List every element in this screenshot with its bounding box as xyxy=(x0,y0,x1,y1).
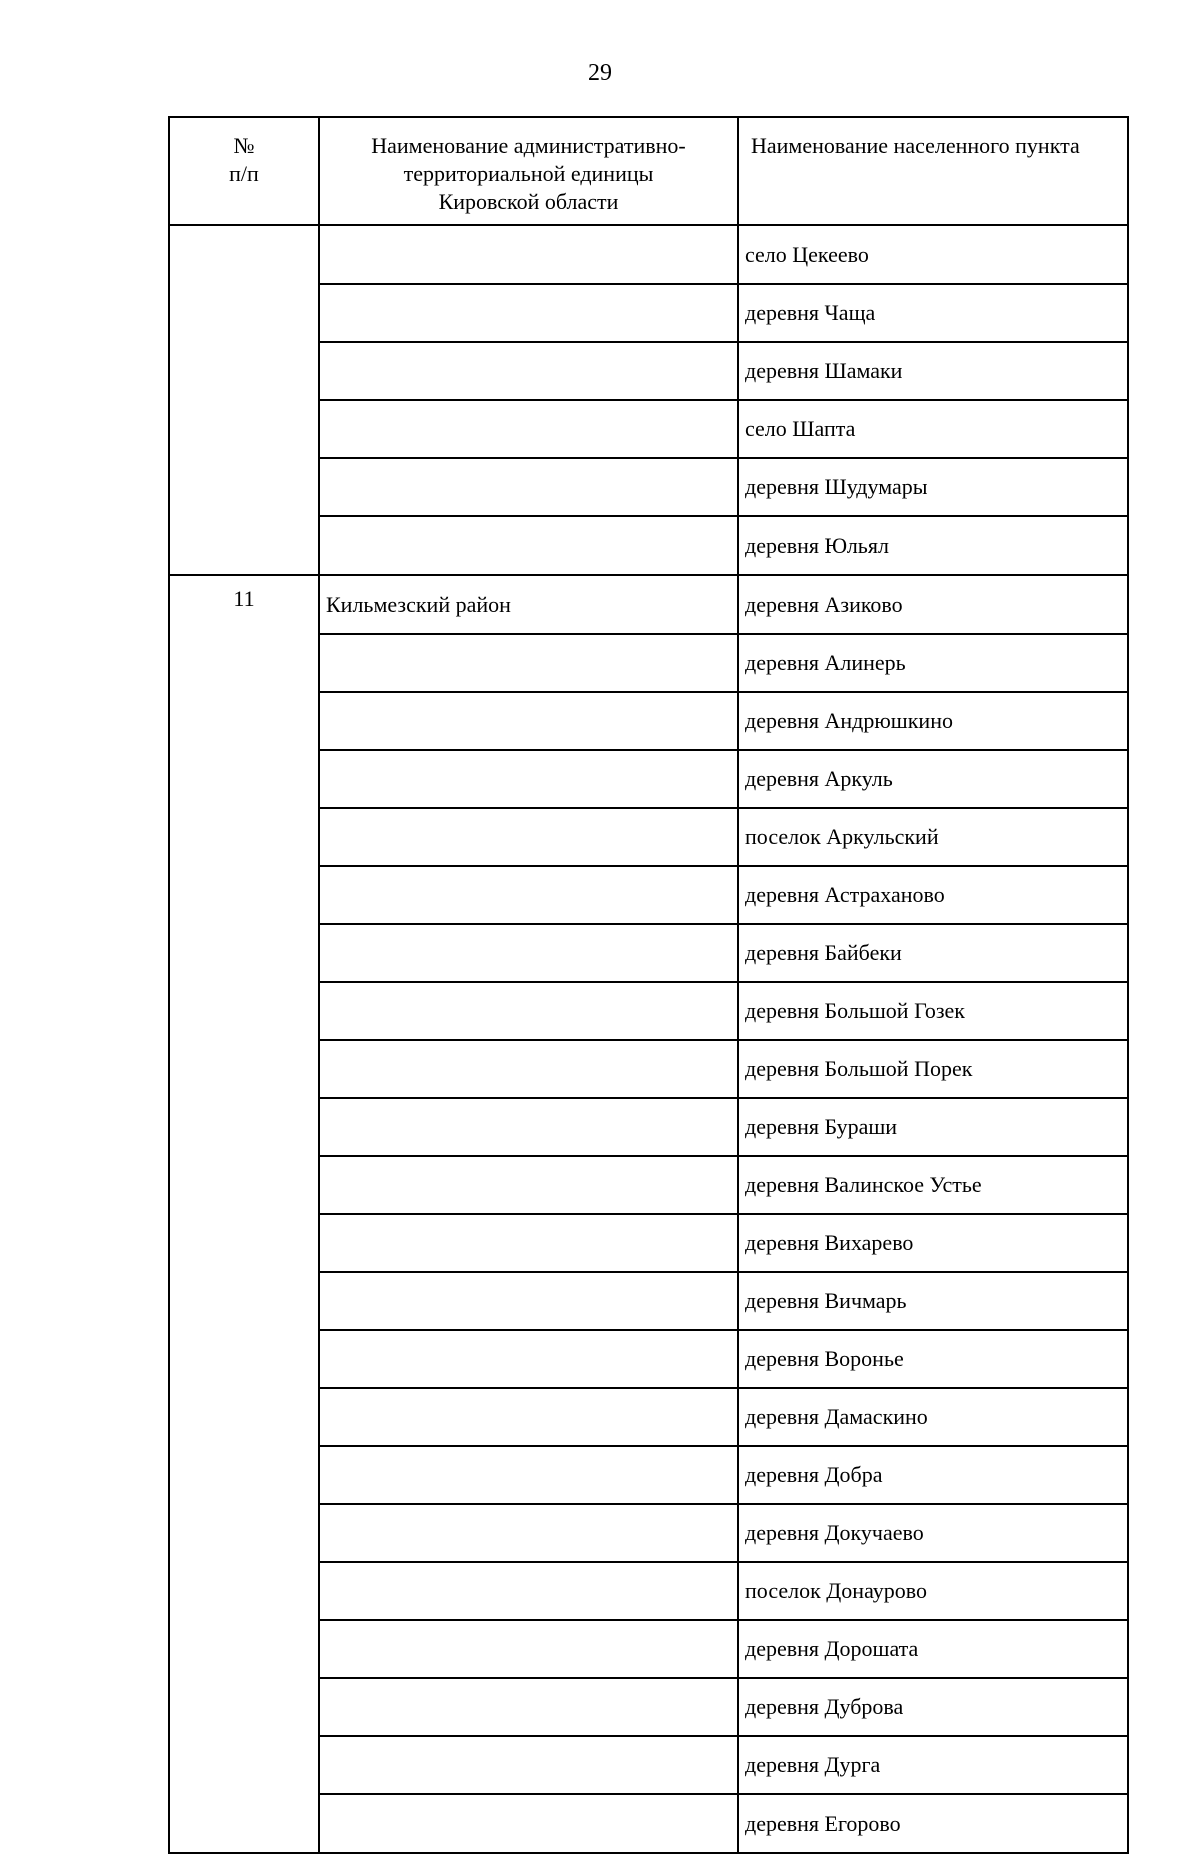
header-settlement: Наименование населенного пункта xyxy=(738,117,1128,225)
header-number xyxy=(169,117,319,225)
header-admin-unit-line1: Наименование административно- xyxy=(371,133,686,158)
table-row xyxy=(169,634,1128,692)
settlement-cell: деревня Алинерь xyxy=(738,634,1128,692)
table-row xyxy=(169,1562,1128,1620)
admin-unit-cell xyxy=(319,924,738,982)
settlement-cell: деревня Докучаево xyxy=(738,1504,1128,1562)
row-number-cell xyxy=(169,1620,319,1678)
table-row xyxy=(169,1678,1128,1736)
row-number-cell xyxy=(169,1214,319,1272)
row-number-cell xyxy=(169,225,319,284)
table-row xyxy=(169,750,1128,808)
row-number-cell xyxy=(169,1794,319,1853)
table-row xyxy=(169,1156,1128,1214)
settlement-cell: деревня Шудумары xyxy=(738,458,1128,516)
table-row xyxy=(169,692,1128,750)
settlement-cell: деревня Азиково xyxy=(738,575,1128,634)
row-number-cell xyxy=(169,342,319,400)
table-row xyxy=(169,458,1128,516)
row-number-cell xyxy=(169,1330,319,1388)
admin-unit-cell xyxy=(319,1214,738,1272)
table-row xyxy=(169,1736,1128,1794)
admin-unit-cell xyxy=(319,1272,738,1330)
settlement-cell: деревня Дамаскино xyxy=(738,1388,1128,1446)
table-body xyxy=(169,225,1128,1853)
settlement-cell: деревня Андрюшкино xyxy=(738,692,1128,750)
admin-unit-cell xyxy=(319,342,738,400)
table-row xyxy=(169,516,1128,575)
admin-unit-cell xyxy=(319,1330,738,1388)
table-row xyxy=(169,575,1128,634)
table-row xyxy=(169,1794,1128,1853)
settlement-cell: поселок Аркульский xyxy=(738,808,1128,866)
row-number-cell xyxy=(169,400,319,458)
settlement-cell: деревня Егорово xyxy=(738,1794,1128,1853)
row-number-cell xyxy=(169,458,319,516)
table-row xyxy=(169,866,1128,924)
admin-unit-cell: Кильмезский район xyxy=(319,575,738,634)
table-row xyxy=(169,1620,1128,1678)
admin-unit-cell xyxy=(319,692,738,750)
row-number-cell xyxy=(169,1388,319,1446)
header-admin-unit xyxy=(319,117,738,225)
settlement-cell: деревня Валинское Устье xyxy=(738,1156,1128,1214)
table-row xyxy=(169,924,1128,982)
settlement-cell: деревня Вичмарь xyxy=(738,1272,1128,1330)
table-row xyxy=(169,400,1128,458)
admin-unit-cell xyxy=(319,1504,738,1562)
admin-unit-cell xyxy=(319,284,738,342)
admin-unit-cell xyxy=(319,458,738,516)
settlement-cell: поселок Донаурово xyxy=(738,1562,1128,1620)
table-row xyxy=(169,1330,1128,1388)
row-number-cell xyxy=(169,1272,319,1330)
row-number-cell xyxy=(169,1156,319,1214)
table-row xyxy=(169,1504,1128,1562)
settlement-cell: деревня Бураши xyxy=(738,1098,1128,1156)
settlement-cell: деревня Воронье xyxy=(738,1330,1128,1388)
settlement-cell: деревня Юльял xyxy=(738,516,1128,575)
settlement-cell: село Шапта xyxy=(738,400,1128,458)
admin-unit-cell xyxy=(319,750,738,808)
table-row xyxy=(169,1214,1128,1272)
table-header-row xyxy=(169,117,1128,225)
settlement-cell: деревня Аркуль xyxy=(738,750,1128,808)
table-row xyxy=(169,1388,1128,1446)
settlement-cell: деревня Байбеки xyxy=(738,924,1128,982)
table-row xyxy=(169,1098,1128,1156)
row-number-cell xyxy=(169,1098,319,1156)
header-number-line2: п/п xyxy=(229,161,259,186)
admin-unit-cell xyxy=(319,1794,738,1853)
admin-unit-cell xyxy=(319,982,738,1040)
row-number-cell xyxy=(169,1678,319,1736)
settlement-cell: деревня Астраханово xyxy=(738,866,1128,924)
settlement-cell: деревня Дорошата xyxy=(738,1620,1128,1678)
admin-unit-cell xyxy=(319,866,738,924)
settlement-cell: деревня Вихарево xyxy=(738,1214,1128,1272)
settlement-cell: деревня Большой Порек xyxy=(738,1040,1128,1098)
admin-unit-cell xyxy=(319,1446,738,1504)
row-number-cell xyxy=(169,1040,319,1098)
row-number-cell xyxy=(169,1736,319,1794)
table-row xyxy=(169,342,1128,400)
row-number-cell xyxy=(169,808,319,866)
row-number-cell xyxy=(169,516,319,575)
admin-unit-cell xyxy=(319,1388,738,1446)
row-number-cell xyxy=(169,924,319,982)
admin-unit-cell xyxy=(319,1156,738,1214)
admin-unit-cell xyxy=(319,1562,738,1620)
admin-unit-cell xyxy=(319,1620,738,1678)
header-admin-unit-line3: Кировской области xyxy=(438,189,619,214)
table-row xyxy=(169,982,1128,1040)
table-row xyxy=(169,1040,1128,1098)
admin-unit-cell xyxy=(319,1098,738,1156)
row-number-cell xyxy=(169,750,319,808)
settlement-cell: деревня Дуброва xyxy=(738,1678,1128,1736)
row-number-cell xyxy=(169,634,319,692)
row-number-cell xyxy=(169,1446,319,1504)
settlements-table xyxy=(168,116,1129,1854)
settlements-table-container xyxy=(168,116,1127,1854)
table-row xyxy=(169,1272,1128,1330)
admin-unit-cell xyxy=(319,1736,738,1794)
admin-unit-cell xyxy=(319,808,738,866)
admin-unit-cell xyxy=(319,516,738,575)
admin-unit-cell xyxy=(319,1678,738,1736)
row-number-cell: 11 xyxy=(169,575,319,634)
row-number-cell xyxy=(169,692,319,750)
settlement-cell: деревня Добра xyxy=(738,1446,1128,1504)
row-number-cell xyxy=(169,1504,319,1562)
table-row xyxy=(169,284,1128,342)
row-number-cell xyxy=(169,866,319,924)
settlement-cell: деревня Шамаки xyxy=(738,342,1128,400)
settlement-cell: деревня Большой Гозек xyxy=(738,982,1128,1040)
admin-unit-cell xyxy=(319,1040,738,1098)
table-row xyxy=(169,225,1128,284)
admin-unit-cell xyxy=(319,400,738,458)
header-number-line1: № xyxy=(233,133,255,158)
row-number-cell xyxy=(169,1562,319,1620)
settlement-cell: село Цекеево xyxy=(738,225,1128,284)
admin-unit-cell xyxy=(319,634,738,692)
page-number: 29 xyxy=(588,60,612,86)
row-number-cell xyxy=(169,982,319,1040)
table-row xyxy=(169,808,1128,866)
row-number-cell xyxy=(169,284,319,342)
settlement-cell: деревня Дурга xyxy=(738,1736,1128,1794)
header-admin-unit-line2: территориальной единицы xyxy=(403,161,654,186)
settlement-cell: деревня Чаща xyxy=(738,284,1128,342)
table-row xyxy=(169,1446,1128,1504)
admin-unit-cell xyxy=(319,225,738,284)
